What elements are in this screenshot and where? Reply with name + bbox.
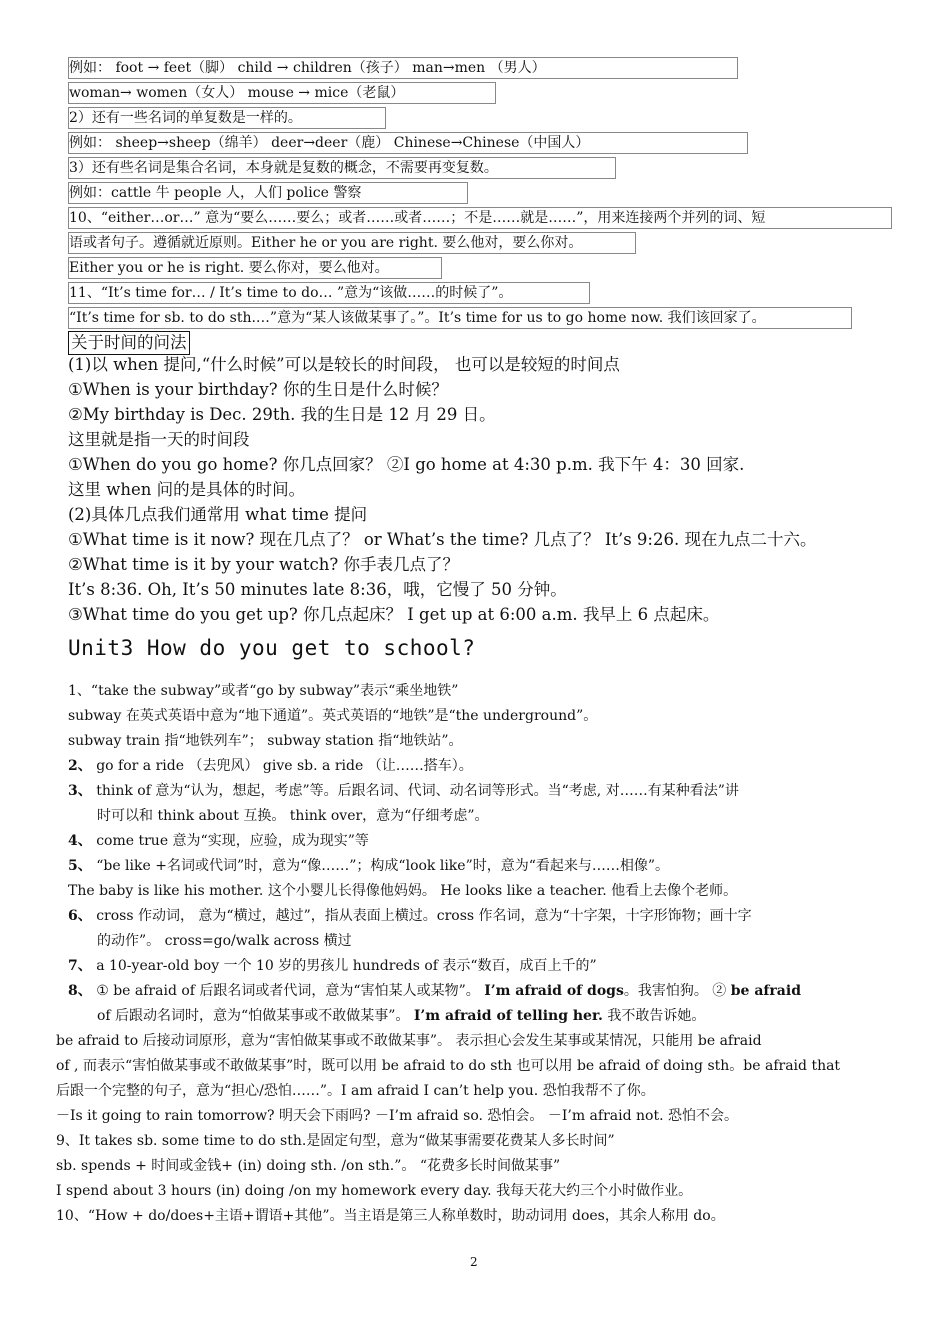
unit3-item-4 [68,831,369,851]
item-number: 2、 [68,758,92,774]
item-11-its-time-sb: “It’s time for sb. to do sth.…”意为“某人该做某事了。”。It’s time for us to go home now. 我们该回家了。 [68,307,852,329]
item-text: of 后跟动名词时，意为“怕做某事或不敢做某事”。 [97,1008,414,1024]
time-line: (2)具体几点我们通常用 what time 提问 [68,505,368,524]
unit3-item-5 [68,856,669,876]
example-line-woman-mouse: woman→ women（女人） mouse → mice（老鼠） [68,82,496,104]
unit3-item-3 [68,781,739,801]
time-line: ③What time do you get up? 你几点起床？ I get up at 6:00 a.m. 我早上 6 点起床。 [68,605,720,624]
example-bold: I’m afraid of telling her. [413,1008,603,1024]
item-text: cross 作动词， 意为“横过，越过”，指从表面上横过。cross 作名词，意为“十字架，十字形饰物；画十字 [91,908,752,924]
item-10-example: Either you or he is right. 要么你对，要么他对。 [68,257,442,279]
item-text: “be like +名词或代词”时，意为“像……”；构成“look like”时，意为“看起来与……相像”。 [91,858,670,874]
time-line: ①When do you go home? 你几点回家？ ②I go home at 4:30 p.m. 我下午 4：30 回家. [68,455,745,474]
time-line: ①What time is it now? 现在几点了？ or What’s the time? 几点了？ It’s 9:26. 现在九点二十六。 [68,530,817,549]
time-line: ②What time is it by your watch? 你手表几点了？ [68,555,459,574]
unit3-item-7 [68,956,597,976]
item-number: 7、 [68,958,92,974]
item-text: think of 意为“认为，想起，考虑”等。后跟名词、代词、动名词等形式。当“考虑, 对……有某种看法”讲 [91,783,739,799]
item-number: 3、 [68,783,92,799]
time-line: It’s 8:36. Oh, It’s 50 minutes late 8:36，哦，它慢了 50 分钟。 [68,580,567,599]
item-text: go for a ride （去兜风） give sb. a ride （让……搭车）。 [91,758,473,774]
unit3-item-1: 1、“take the subway”或者“go by subway”表示“乘坐地铁” [68,683,459,699]
unit3-subway-note: subway 在英式英语中意为“地下通道”。英式英语的“地铁”是“the underground”。 [68,708,598,724]
item-text: a 10-year-old boy 一个 10 岁的男孩儿 hundreds of 表示“数百，成百上千的” [91,958,597,974]
unit3-item-6 [68,906,752,926]
item-10-either-or-cont: 语或者句子。遵循就近原则。Either he or you are right. 要么他对，要么你对。 [68,232,636,254]
example-line-irregular-plurals: 例如： foot → feet（脚） child → children（孩子） man→men （男人） [68,57,738,79]
unit3-item-5-example: The baby is like his mother. 这个小婴儿长得像他妈妈。 He looks like a teacher. 他看上去像个老师。 [68,883,738,899]
item-number: 8、 [68,983,92,999]
unit3-rain-dialogue: －Is it going to rain tomorrow? 明天会下雨吗? －I’m afraid so. 恐怕会。 －I’m afraid not. 恐怕不会。 [56,1108,738,1124]
unit3-item-8 [68,981,801,1001]
section-heading-time-questions: 关于时间的问法 [68,331,190,355]
item-11-its-time: 11、“It’s time for… / It’s time to do… ”意为“该做……的时候了”。 [68,282,590,304]
unit3-be-afraid-of: of , 而表示“害怕做某事或不敢做某事”时，既可以用 be afraid to do sth 也可以用 be afraid of doing sth。be afraid that [56,1058,841,1074]
time-line: 这里就是指一天的时间段 [68,430,250,449]
time-line: (1)以 when 提问,“什么时候”可以是较长的时间段， 也可以是较短的时间点 [68,355,620,374]
unit3-item-10: 10、“How + do/does+主语+谓语+其他”。当主语是第三人称单数时，助动词用 does，其余人称用 do。 [56,1208,725,1224]
unit3-item-6-cont: 的动作”。 cross=go/walk across 横过 [97,933,352,949]
page-number: 2 [470,1255,478,1269]
item-10-either-or: 10、“either…or…” 意为“要么……要么；或者……或者……；不是……就是……”，用来连接两个并列的词、短 [68,207,892,229]
time-line: ①When is your birthday? 你的生日是什么时候？ [68,380,448,399]
unit3-item-3-cont: 时可以和 think about 互换。 think over，意为“仔细考虑”。 [97,808,489,824]
example-bold: I’m afraid of dogs [484,983,624,999]
unit3-item-9: 9、It takes sb. some time to do sth.是固定句型，意为“做某事需要花费某人多长时间” [56,1133,615,1149]
unit3-be-afraid-that: 后跟一个完整的句子，意为“担心/恐怕……”。I am afraid I can’t help you. 恐怕我帮不了你。 [56,1083,655,1099]
example-line-sheep-deer: 例如： sheep→sheep（绵羊） deer→deer（鹿） Chinese→Chinese（中国人） [68,132,748,154]
item-text: 我不敢告诉她。 [602,1008,706,1024]
rule-same-singular-plural: 2）还有一些名词的单复数是一样的。 [68,107,386,129]
time-line: 这里 when 问的是具体的时间。 [68,480,306,499]
unit3-item-9-spend: sb. spends + 时间或金钱+ (in) doing sth. /on sth.”。 “花费多长时间做某事” [56,1158,561,1174]
unit3-subway-train: subway train 指“地铁列车”； subway station 指“地铁站”。 [68,733,463,749]
example-bold: be afraid [730,983,801,999]
unit3-be-afraid-to: be afraid to 后接动词原形，意为“害怕做某事或不敢做某事”。 表示担心会发生某事或某情况，只能用 be afraid [56,1033,762,1049]
unit-title: Unit3 How do you get to school? [68,636,476,660]
item-text: ① be afraid of 后跟名词或者代词，意为“害怕某人或某物”。 [91,983,485,999]
unit3-item-2 [68,756,473,776]
rule-collective-nouns: 3）还有些名词是集合名词，本身就是复数的概念，不需要再变复数。 [68,157,616,179]
item-number: 6、 [68,908,92,924]
item-text: come true 意为“实现，应验，成为现实”等 [91,833,369,849]
unit3-item-8-cont [97,1006,705,1026]
example-line-cattle-people: 例如：cattle 牛 people 人，人们 police 警察 [68,182,468,204]
item-number: 4、 [68,833,92,849]
item-number: 5、 [68,858,92,874]
time-line: ②My birthday is Dec. 29th. 我的生日是 12 月 29 日。 [68,405,496,424]
unit3-item-9-example: I spend about 3 hours (in) doing /on my homework every day. 我每天花大约三个小时做作业。 [56,1183,693,1199]
item-text: 。我害怕狗。 ② [623,983,731,999]
